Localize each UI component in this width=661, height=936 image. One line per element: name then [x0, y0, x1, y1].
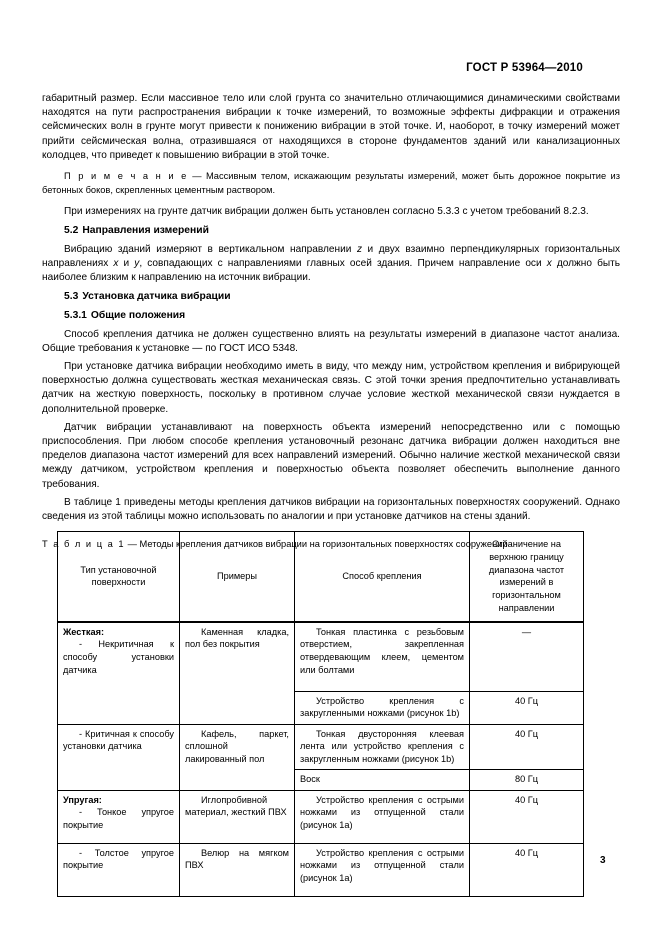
table-row — [58, 790, 584, 843]
table-header-row — [58, 532, 584, 622]
heading-5-2-text: Направления измерений — [82, 225, 209, 237]
cell-examples-needlepunch-pvc — [180, 790, 295, 843]
table-caption-text: — Методы крепления датчиков вибрации на горизонтальных поверхностях сооружений — [125, 539, 508, 550]
method-text: Устройство крепления с острыми ножками из отпущенной стали (рисунок 1а) — [300, 794, 464, 830]
note-label: П р и м е ч а н и е — [64, 171, 188, 182]
cell-method-sharp-feet-thick — [295, 843, 470, 896]
cell-examples-velour-pvc — [180, 843, 295, 896]
table-caption-label: Т а б л и ц а 1 — [42, 539, 126, 550]
p3-b: и двух взаимно перпендикулярных горизонтальных направлениях — [42, 243, 621, 270]
column-header-mounting-method: Способ крепления — [295, 532, 470, 622]
heading-5-2-number: 5.2 — [64, 225, 79, 237]
axis-y: y — [134, 258, 140, 270]
surface-type-sub-thick-elastic: - Толстое упругое покрытие — [63, 847, 174, 871]
cell-surface-type-elastic-thick — [58, 843, 180, 896]
cell-limit-40hz-tape: 40 Гц — [470, 724, 584, 769]
cell-examples-masonry — [180, 622, 295, 725]
paragraph-table-reference: В таблице 1 приведены методы крепления датчиков вибрации на горизонтальных поверхностях сооружений. Однако сведения из этой таблицы можно использовать по аналогии и при установке датчиков на стены зданий. — [42, 496, 620, 522]
p3-d: , совпадающих с направлениями главных осей здания. Причем направление оси — [139, 258, 547, 270]
surface-type-sub-critical: - Критичная к способу установки датчика — [63, 728, 174, 752]
note-paragraph — [42, 170, 620, 197]
cell-method-wax — [295, 769, 470, 790]
document-body — [42, 92, 620, 551]
method-text: Тонкая двусторонняя клеевая лента или устройство крепления с закругленным ножками (рисунок 1b) — [300, 728, 464, 764]
axis-z: z — [356, 243, 362, 255]
cell-surface-type-elastic-thin — [58, 790, 180, 843]
method-text: Воск — [300, 773, 320, 784]
axis-x: x — [113, 258, 119, 270]
paragraph-continued: габаритный размер. Если массивное тело или слой грунта со значительно отличающимися динамическими свойствами находятся на пути распространения вибрации к точке измерений, то возможные эффекты дифракции и отражения сейсмических волн в грунте могут привести к понижению вибрации в этой точке. И, наоборот, в точку измерений может прийти сейсмическая волна, отразившаяся от находящихся в стороне фундаментов зданий или канализационных колодцев, что приведет к повышению вибрации в этой точке. — [42, 93, 620, 161]
method-text: Устройство крепления с острыми ножками из отпущенной стали (рисунок 1а) — [300, 847, 464, 883]
examples-text: Велюр на мягком ПВХ — [185, 847, 289, 871]
column-header-examples: Примеры — [180, 532, 295, 622]
heading-5-2 — [42, 224, 620, 239]
cell-limit-40hz-thin: 40 Гц — [470, 790, 584, 843]
surface-type-sub-noncritical: - Некритичная к способу установки датчика — [63, 639, 174, 675]
table-mounting-methods — [57, 531, 584, 897]
cell-method-sharp-feet-thin — [295, 790, 470, 843]
heading-5-3-number: 5.3 — [64, 290, 79, 302]
paragraph-mounting-method: Способ крепления датчика не должен существенно влиять на результаты измерений в диапазоне частот анализа. Общие требования к установке — по ГОСТ ИСО 5348. — [42, 328, 620, 354]
heading-5-3-1-text: Общие положения — [90, 310, 186, 322]
cell-limit-40hz-rounded: 40 Гц — [470, 691, 584, 724]
surface-type-sub-thin-elastic: - Тонкое упругое покрытие — [63, 807, 174, 830]
cell-method-adhesive-tape — [295, 724, 470, 769]
cell-surface-type-rigid-critical — [58, 724, 180, 790]
cell-method-thin-plate — [295, 622, 470, 692]
paragraph-sensor-resonance: Датчик вибрации устанавливают на поверхность объекта измерений непосредственно или с помощью приспособления. При любом способе крепления установочный резонанс датчика вибрации должен находиться вне пределов диапазона частот измерений для всех направлений измерений. Обычно наличие жесткой механической связи между датчиком, устройством крепления и поверхностью объекта позволяет обеспечить выполнение данного требования. — [42, 421, 620, 490]
paragraph-ground-sensor: При измерениях на грунте датчик вибрации должен быть установлен согласно 5.3.3 с учетом требований 8.2.3. — [64, 206, 589, 218]
axis-x-second: x — [546, 258, 552, 270]
cell-limit-dash: — — [470, 622, 584, 692]
cell-method-rounded-feet — [295, 691, 470, 724]
table-row — [58, 622, 584, 692]
method-text: Устройство крепления с закругленными ножками (рисунок 1b) — [300, 695, 464, 719]
surface-type-lead-elastic: Упругая: — [63, 794, 102, 805]
examples-text: Кафель, паркет, сплошной лакированный пол — [185, 728, 289, 764]
cell-examples-tile-parquet — [180, 724, 295, 790]
heading-5-3-1 — [42, 309, 620, 324]
cell-limit-80hz-wax: 80 Гц — [470, 769, 584, 790]
table-row — [58, 724, 584, 769]
paragraph-rigid-connection: При установке датчика вибрации необходимо иметь в виду, что между ним, устройством крепления и вибрирующей поверхностью должна существовать жесткая механическая связь. С этой точки зрения предпочтительно устанавливать датчик на жесткую поверхность, поскольку в противном случае условие жесткой механической связи нуждается в дополнительной проверке. — [42, 360, 620, 415]
column-header-surface-type: Тип установочной поверхности — [58, 532, 180, 622]
note-text: — Массивным телом, искажающим результаты измерений, может быть дорожное покрытие из бетонных боков, скрепленных цементным раствором. — [42, 171, 620, 195]
method-text: Тонкая пластинка с резьбовым отверстием, закрепленная отвердевающим клеем, цементом или болтами — [300, 626, 464, 675]
surface-type-lead-rigid: Жесткая: — [63, 626, 105, 637]
column-header-frequency-limit: Ограничение на верхнюю границу диапазона частот измерений в горизонтальном направлении — [470, 532, 584, 622]
p3-c: и — [118, 258, 135, 270]
p3-a: Вибрацию зданий измеряют в вертикальном направлении — [64, 243, 357, 255]
cell-surface-type-rigid-noncritical — [58, 622, 180, 725]
examples-text: Каменная кладка, пол без покрытия — [185, 626, 289, 650]
table-row — [58, 843, 584, 896]
examples-text: Иглопробивной материал, жесткий ПВХ — [185, 794, 287, 818]
page-number: 3 — [600, 855, 606, 866]
cell-limit-40hz-thick: 40 Гц — [470, 843, 584, 896]
table-head — [58, 532, 584, 622]
p3-e: должно быть наиболее близким к направлению на источник вибрации. — [42, 258, 621, 284]
paragraph-measurement-directions — [42, 243, 620, 286]
table-body — [58, 622, 584, 897]
heading-5-3-1-number: 5.3.1 — [64, 310, 87, 322]
table-1-wrapper — [57, 531, 583, 897]
heading-5-3-text: Установка датчика вибрации — [82, 290, 231, 302]
page-header-standard-number: ГОСТ Р 53964—2010 — [466, 62, 583, 74]
heading-5-3 — [42, 290, 620, 305]
